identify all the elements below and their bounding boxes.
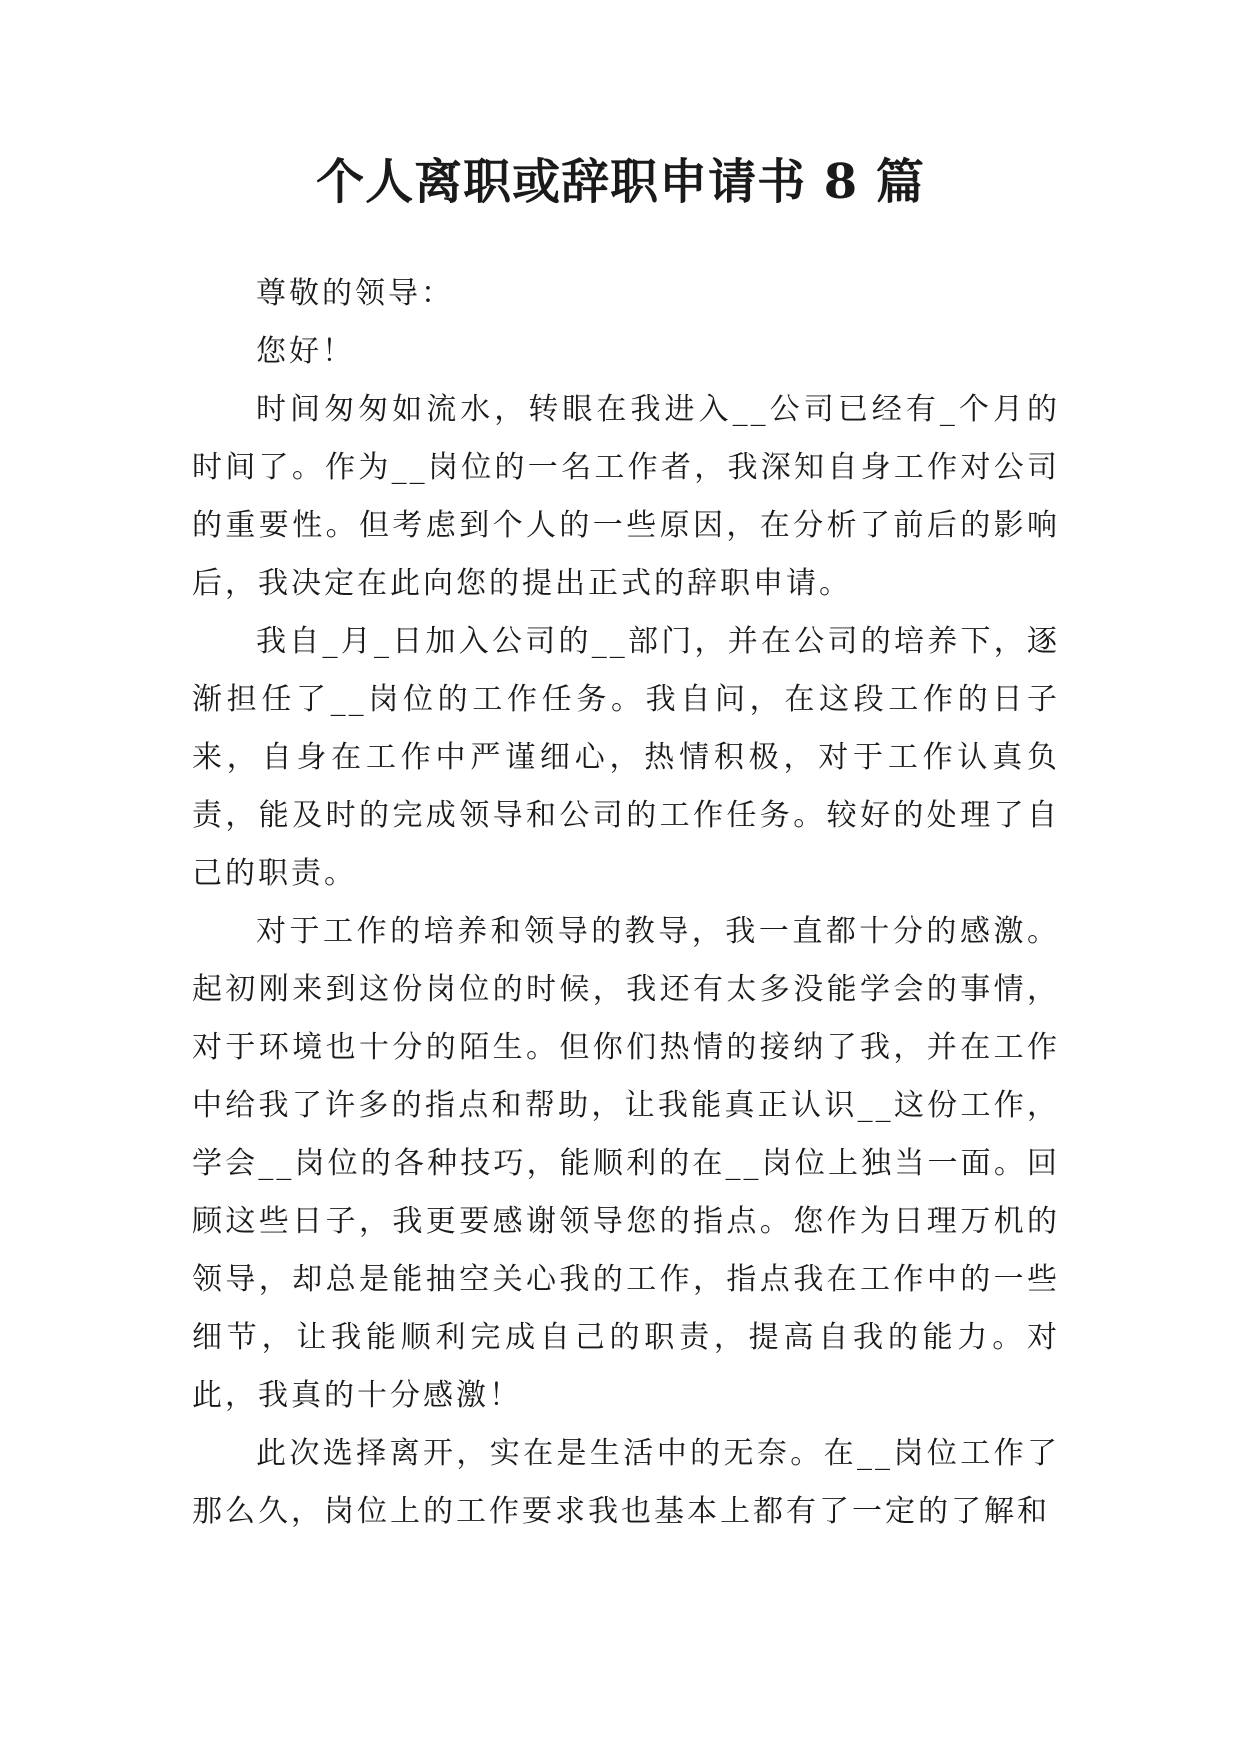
salutation: 尊敬的领导： (256, 276, 454, 311)
document-body (192, 265, 1060, 1541)
document-title: 个人离职或辞职申请书 8 篇 (316, 154, 925, 210)
body-paragraph: 此次选择离开，实在是生活中的无奈。在__岗位工作了那么久，岗位上的工作要求我也基本上都有了一定的了解和 (192, 1436, 1060, 1529)
greeting: 您好！ (256, 334, 355, 369)
body-paragraph: 时间匆匆如流水，转眼在我进入__公司已经有_个月的时间了。作为__岗位的一名工作者，我深知自身工作对公司的重要性。但考虑到个人的一些原因，在分析了前后的影响后，我决定在此向您的提出正式的辞职申请。 (192, 392, 1060, 601)
body-paragraph: 我自_月_日加入公司的__部门，并在公司的培养下，逐渐担任了__岗位的工作任务。我自问，在这段工作的日子来，自身在工作中严谨细心，热情积极，对于工作认真负责，能及时的完成领导和公司的工作任务。较好的处理了自己的职责。 (192, 624, 1060, 891)
body-paragraph: 对于工作的培养和领导的教导，我一直都十分的感激。起初刚来到这份岗位的时候，我还有太多没能学会的事情，对于环境也十分的陌生。但你们热情的接纳了我，并在工作中给我了许多的指点和帮助，让我能真正认识__这份工作，学会__岗位的各种技巧，能顺利的在__岗位上独当一面。回顾这些日子，我更要感谢领导您的指点。您作为日理万机的领导，却总是能抽空关心我的工作，指点我在工作中的一些细节，让我能顺利完成自己的职责，提高自我的能力。对此，我真的十分感激！ (192, 914, 1060, 1413)
